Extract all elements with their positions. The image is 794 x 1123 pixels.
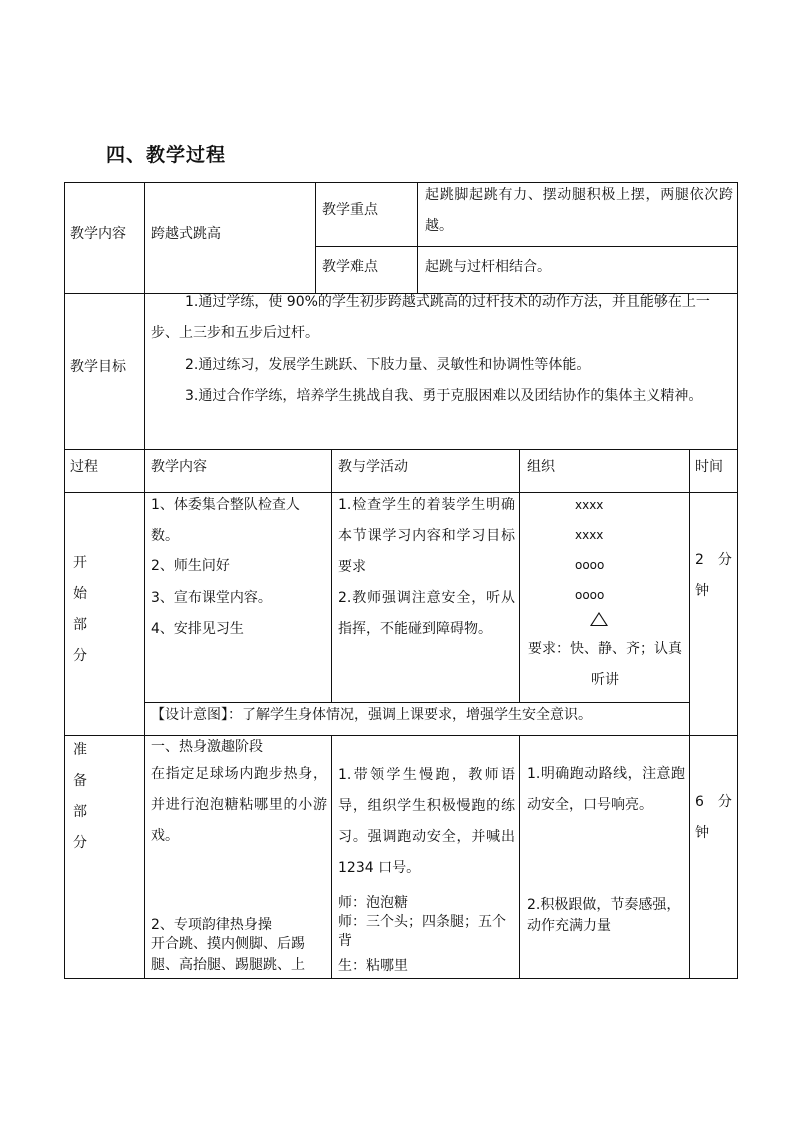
section-heading: 四、教学过程 xyxy=(106,144,227,166)
key-point-value: 起跳脚起跳有力、摆动腿积极上摆，两腿依次跨越。 xyxy=(425,187,733,234)
start-activity-item: 1.检查学生的着装学生明确本节课学习内容和学习目标要求 xyxy=(338,497,515,575)
prep-content-body: 在指定足球场内跑步热身，并进行泡泡糖粘哪里的小游戏。 xyxy=(151,766,327,844)
start-content-item: 2、师生问好 xyxy=(151,558,230,574)
difficulty-label: 教学难点 xyxy=(322,259,378,275)
prep-section-label: 准 备 部 分 xyxy=(73,742,87,851)
design-intent: 【设计意图】：了解学生身体情况，强调上课要求，增强学生安全意识。 xyxy=(151,707,592,723)
prep-content-2-body: 开合跳、摸内侧脚、后踢腿、高抬腿、踢腿跳、上 xyxy=(151,936,305,973)
prep-content-2-title: 2、专项韵律热身操 xyxy=(151,917,272,933)
start-content-item: 3、宣布课堂内容。 xyxy=(151,590,272,606)
content-value: 跨越式跳高 xyxy=(151,226,221,242)
objective-item: 1.通过学练，使 90%的学生初步跨越式跳高的过杆技术的动作方法，并且能够在上一步、上三步和五步后过杆。 xyxy=(151,294,710,341)
col-header-process: 过程 xyxy=(70,459,98,475)
game-line: 师：泡泡糖 xyxy=(338,895,408,911)
content-label: 教学内容 xyxy=(70,226,126,242)
col-header-organization: 组织 xyxy=(527,459,555,475)
prep-content-title: 一、热身激趣阶段 xyxy=(151,739,263,755)
col-header-content: 教学内容 xyxy=(151,459,207,475)
start-content-item: 1、体委集合整队检查人数。 xyxy=(151,497,300,544)
game-line: 师：三个头；四条腿；五个背 xyxy=(338,914,506,949)
key-point-label: 教学重点 xyxy=(322,202,378,218)
prep-time: 6 分钟 xyxy=(695,794,732,841)
objectives-label: 教学目标 xyxy=(70,359,126,375)
formation-row: xxxx xyxy=(575,498,604,512)
start-time: 2 分钟 xyxy=(695,552,732,599)
objective-item: 3.通过合作学练，培养学生挑战自我、勇于克服困难以及团结协作的集体主义精神。 xyxy=(185,388,703,404)
prep-activity: 1.带领学生慢跑，教师语导，组织学生积极慢跑的练习。强调跑动安全，并喊出 1234 口号。 xyxy=(338,767,515,876)
col-header-time: 时间 xyxy=(695,459,723,475)
difficulty-value: 起跳与过杆相结合。 xyxy=(425,259,551,275)
objective-item: 2.通过练习，发展学生跳跃、下肢力量、灵敏性和协调性等体能。 xyxy=(185,357,591,373)
start-section-label: 开 始 部 分 xyxy=(73,555,87,664)
formation-row: oooo xyxy=(575,588,605,602)
formation-row: oooo xyxy=(575,558,605,572)
start-content-item: 4、安排见习生 xyxy=(151,621,244,637)
start-activity-item: 2.教师强调注意安全，听从指挥，不能碰到障碍物。 xyxy=(338,590,515,637)
prep-org-2: 2.积极跟做，节奏感强，动作充满力量 xyxy=(527,897,681,934)
col-header-activity: 教与学活动 xyxy=(338,459,408,475)
start-requirement: 要求：快、静、齐；认真听讲 xyxy=(528,641,682,688)
game-line: 生：粘哪里 xyxy=(338,958,408,974)
prep-org-1: 1.明确跑动路线，注意跑动安全，口号响亮。 xyxy=(527,766,685,813)
teacher-triangle-icon xyxy=(590,612,608,626)
formation-row: xxxx xyxy=(575,528,604,542)
